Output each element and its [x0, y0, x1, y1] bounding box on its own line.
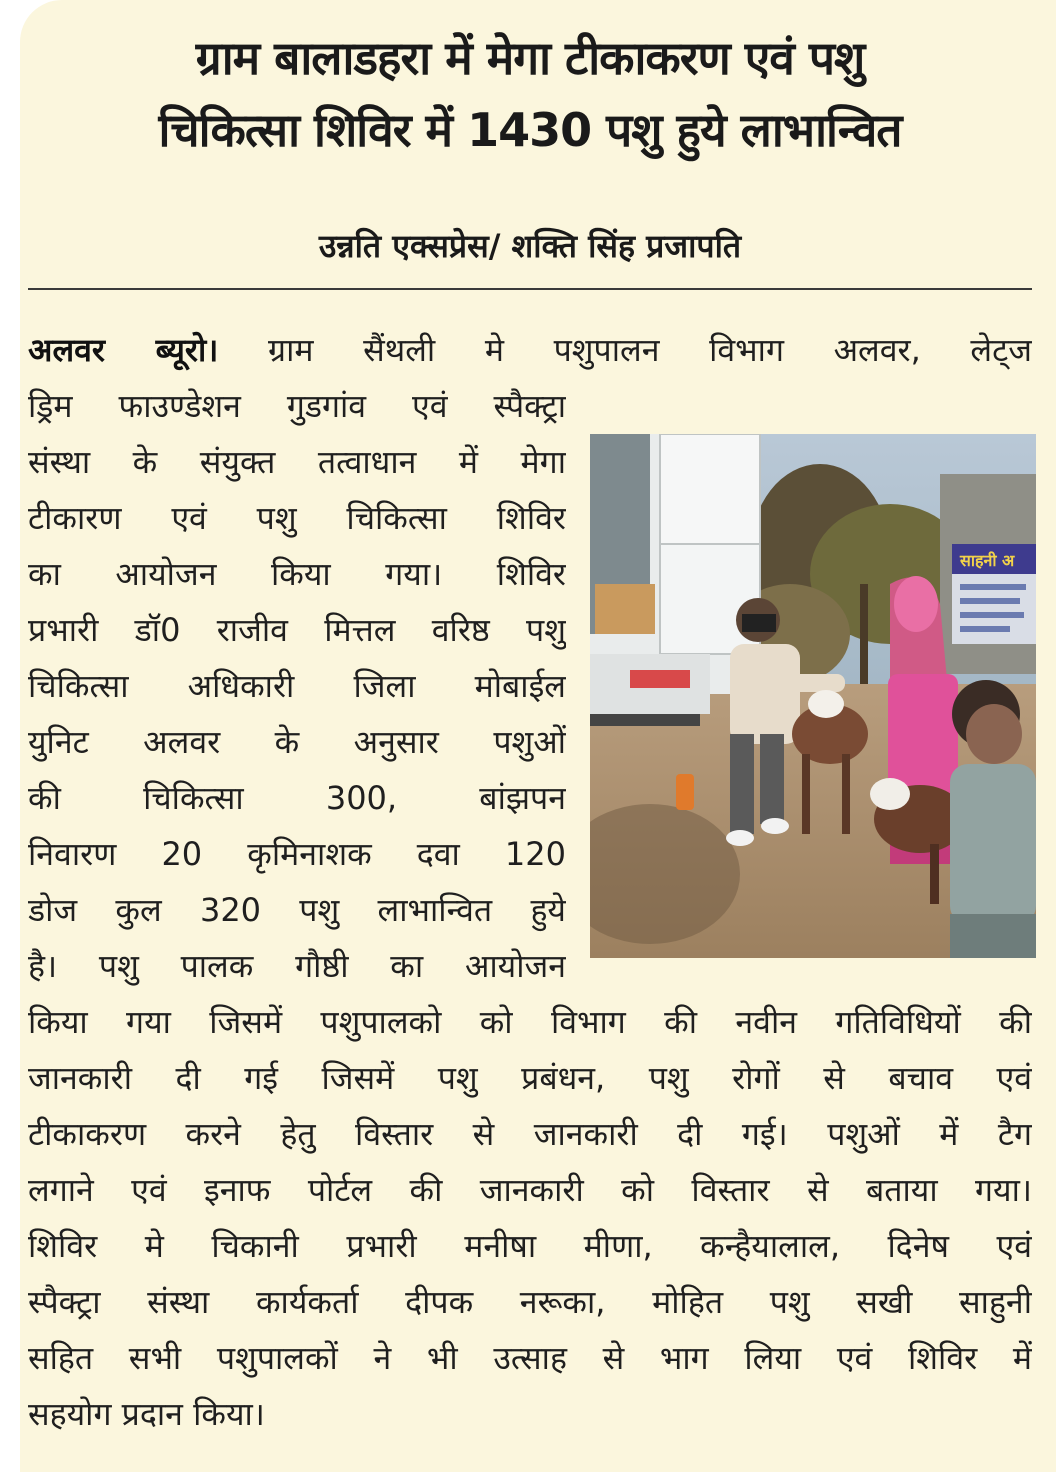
body-line: की चिकित्सा 300, बांझपन — [28, 779, 566, 817]
bottle — [676, 774, 694, 810]
headline — [30, 22, 1030, 166]
body-line: लगाने एवं इनाफ पोर्टल की जानकारी को विस्तार से बताया गया। — [28, 1171, 1032, 1209]
divider — [28, 288, 1032, 290]
body-line: निवारण 20 कृमिनाशक दवा 120 — [28, 835, 566, 873]
body-line: युनिट अलवर के अनुसार पशुओं — [28, 723, 566, 761]
body-line: चिकित्सा अधिकारी जिला मोबाईल — [28, 667, 566, 705]
body-line: स्पैक्ट्रा संस्था कार्यकर्ता दीपक नरूका, मोहित पशु सखी साहुनी — [28, 1283, 1032, 1321]
byline: उन्नति एक्सप्रेस/ शक्ति सिंह प्रजापति — [318, 227, 742, 265]
svg-text:साहनी अ: साहनी अ — [960, 551, 1015, 570]
headline-line-1: ग्राम बालाडहरा में मेगा टीकाकरण एवं पशु — [195, 31, 865, 85]
body-line: ड्रिम फाउण्डेशन गुडगांव एवं स्पैक्ट्रा — [28, 387, 566, 425]
body-line: प्रभारी डॉ0 राजीव मित्तल वरिष्ठ पशु — [28, 611, 566, 649]
body-line: टीकारण एवं पशु चिकित्सा शिविर — [28, 499, 566, 537]
body-line: किया गया जिसमें पशुपालको को विभाग की नवीन गतिविधियों की — [28, 1003, 1032, 1041]
banner — [952, 544, 1036, 644]
body-line: टीकाकरण करने हेतु विस्तार से जानकारी दी गई। पशुओं में टैग — [28, 1115, 1032, 1153]
body-line: अलवर ब्यूरो। ग्राम सैंथली मे पशुपालन विभाग अलवर, लेट्ज — [28, 331, 1032, 369]
headline-line-2: चिकित्सा शिविर में 1430 पशु हुये लाभान्वित — [158, 103, 902, 157]
body-line: डोज कुल 320 पशु लाभान्वित हुये — [28, 891, 566, 929]
body-line: संस्था के संयुक्त तत्वाधान में मेगा — [28, 443, 566, 481]
body-line: शिविर मे चिकानी प्रभारी मनीषा मीणा, कन्हैयालाल, दिनेष एवं — [28, 1227, 1032, 1265]
news-photo — [590, 434, 1036, 958]
body-line: का आयोजन किया गया। शिविर — [28, 555, 566, 593]
body-line: सहित सभी पशुपालकों ने भी उत्साह से भाग लिया एवं शिविर में — [28, 1339, 1032, 1377]
body-line: सहयोग प्रदान किया। — [28, 1395, 265, 1433]
dateline: अलवर ब्यूरो। — [28, 331, 219, 369]
body-line: जानकारी दी गई जिसमें पशु प्रबंधन, पशु रोगों से बचाव एवं — [28, 1059, 1032, 1097]
body-line: है। पशु पालक गौष्ठी का आयोजन — [28, 947, 566, 985]
